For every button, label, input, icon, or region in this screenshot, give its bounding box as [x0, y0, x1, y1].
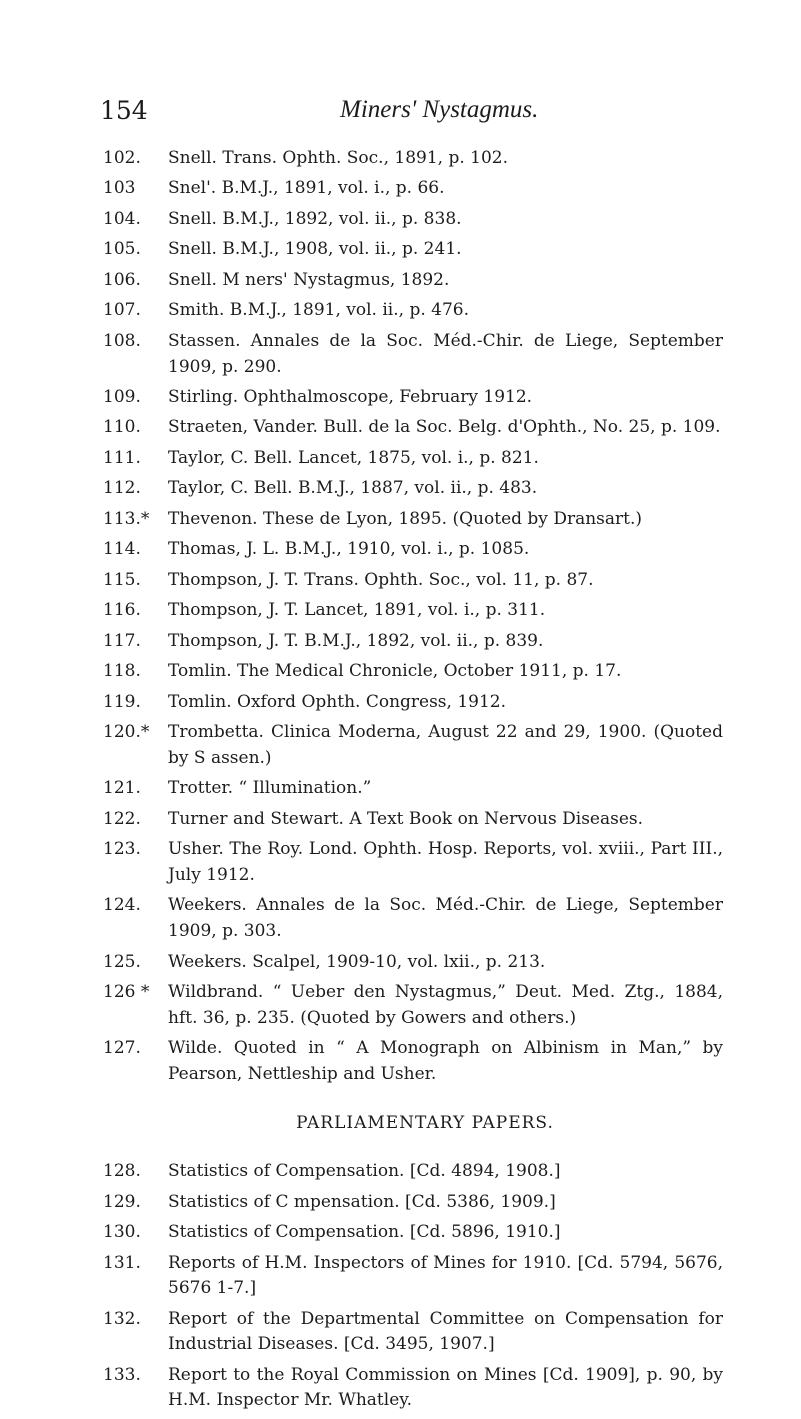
reference-number: 127.: [103, 1038, 141, 1059]
reference-entry: [103, 1220, 723, 1246]
reference-number: 109.: [103, 386, 141, 407]
reference-text: Weekers. Annales de la Soc. Méd.-Chir. de Liege, September 1909, p. 303.: [168, 895, 723, 942]
reference-entry: [103, 1036, 723, 1087]
reference-text: Wilde. Quoted in “ A Monograph on Albinism in Man,” by Pearson, Nettleship and Usher.: [168, 1038, 723, 1084]
reference-entry: [103, 1307, 723, 1358]
reference-number: 103: [103, 178, 136, 199]
reference-text: Weekers. Scalpel, 1909-10, vol. lxii., p. 213.: [168, 951, 546, 972]
reference-text: Wildbrand. “ Ueber den Nystagmus,” Deut. Med. Ztg., 1884, hft. 36, p. 235. (Quoted by Gowers and others.): [168, 982, 723, 1028]
reference-number: 107.: [103, 300, 141, 321]
reference-entry: [103, 893, 723, 944]
reference-entry: [103, 720, 723, 771]
reference-number: 108.: [103, 330, 141, 351]
reference-text: Snel'. B.M.J., 1891, vol. i., p. 66.: [168, 178, 445, 199]
reference-text: Snell. Trans. Ophth. Soc., 1891, p. 102.: [168, 148, 508, 168]
reference-text: Thevenon. These de Lyon, 1895. (Quoted by Dransart.): [168, 508, 643, 529]
reference-text: Tomlin. The Medical Chronicle, October 1911, p. 17.: [168, 661, 622, 682]
reference-entry: [103, 837, 723, 888]
reference-entry: [103, 146, 723, 172]
reference-entry: [103, 690, 723, 716]
reference-text: Thomas, J. L. B.M.J., 1910, vol. i., p. 1085.: [168, 539, 530, 560]
reference-text: Statistics of Compensation. [Cd. 4894, 1908.]: [168, 1161, 561, 1182]
reference-entry: [103, 659, 723, 685]
reference-text: Smith. B.M.J., 1891, vol. ii., p. 476.: [168, 300, 469, 321]
reference-number: 116.: [103, 600, 141, 621]
reference-number: 119.: [103, 691, 141, 712]
reference-number: 120.*: [103, 722, 150, 743]
reference-entry: [103, 268, 723, 294]
reference-number: 124.: [103, 895, 141, 916]
reference-number: 123.: [103, 839, 141, 860]
reference-text: Thompson, J. T. Lancet, 1891, vol. i., p. 311.: [168, 600, 546, 621]
running-title: Miners' Nystagmus.: [340, 96, 539, 123]
reference-text: Tomlin. Oxford Ophth. Congress, 1912.: [168, 691, 507, 712]
reference-entry: [103, 776, 723, 802]
reference-text: Snell. M ners' Nystagmus, 1892.: [168, 269, 450, 290]
reference-text: Reports of H.M. Inspectors of Mines for 1910. [Cd. 5794, 5676, 5676 1-7.]: [168, 1252, 723, 1299]
reference-number: 106.: [103, 269, 141, 290]
reference-text: Thompson, J. T. B.M.J., 1892, vol. ii., p. 839.: [168, 630, 544, 651]
reference-entry: [103, 1363, 723, 1414]
reference-text: Trombetta. Clinica Moderna, August 22 and 29, 1900. (Quoted by S assen.): [168, 722, 723, 768]
reference-number: 125.: [103, 951, 141, 972]
reference-number: 117.: [103, 630, 141, 651]
reference-text: Taylor, C. Bell. B.M.J., 1887, vol. ii., p. 483.: [168, 478, 538, 499]
reference-entry: [103, 385, 723, 411]
reference-number: 122.: [103, 808, 141, 829]
reference-entry: [103, 446, 723, 472]
reference-number: 132.: [103, 1308, 141, 1329]
reference-number: 128.: [103, 1161, 141, 1182]
reference-entry: [103, 507, 723, 533]
reference-number: 126 *: [103, 982, 150, 1002]
reference-number: 129.: [103, 1191, 141, 1212]
reference-list-part1: [103, 146, 723, 1087]
reference-entry: [103, 629, 723, 655]
reference-number: 113.*: [103, 508, 150, 529]
reference-text: Straeten, Vander. Bull. de la Soc. Belg. d'Ophth., No. 25, p. 109.: [168, 417, 721, 438]
reference-list: [103, 146, 723, 1419]
reference-number: 114.: [103, 539, 141, 560]
reference-entry: [103, 568, 723, 594]
reference-text: Snell. B.M.J., 1908, vol. ii., p. 241.: [168, 239, 462, 260]
running-head: [100, 96, 720, 128]
reference-entry: [103, 537, 723, 563]
reference-text: Stassen. Annales de la Soc. Méd.-Chir. de Liege, September 1909, p. 290.: [168, 330, 723, 377]
reference-entry: [103, 980, 723, 1031]
reference-entry: [103, 237, 723, 263]
reference-entry: [103, 298, 723, 324]
section-heading: PARLIAMENTARY PAPERS.: [296, 1113, 554, 1134]
reference-number: 115.: [103, 569, 141, 590]
reference-text: Thompson, J. T. Trans. Ophth. Soc., vol. 11, p. 87.: [168, 569, 594, 590]
reference-number: 110.: [103, 417, 141, 438]
reference-text: Stirling. Ophthalmoscope, February 1912.: [168, 386, 533, 407]
reference-entry: [103, 415, 723, 441]
reference-number: 105.: [103, 239, 141, 260]
reference-text: Taylor, C. Bell. Lancet, 1875, vol. i., p. 821.: [168, 447, 539, 468]
reference-entry: [103, 1159, 723, 1185]
reference-entry: [103, 807, 723, 833]
reference-number: 118.: [103, 661, 141, 682]
reference-text: Usher. The Roy. Lond. Ophth. Hosp. Reports, vol. xviii., Part III., July 1912.: [168, 839, 723, 885]
reference-number: 104.: [103, 208, 141, 229]
reference-number: 121.: [103, 778, 141, 799]
reference-text: Report of the Departmental Committee on Compensation for Industrial Diseases. [Cd. 3495, 1907.]: [168, 1308, 723, 1355]
reference-number: 112.: [103, 478, 141, 499]
reference-entry: [103, 176, 723, 202]
reference-text: Snell. B.M.J., 1892, vol. ii., p. 838.: [168, 208, 462, 229]
reference-entry: [103, 1190, 723, 1216]
reference-text: Turner and Stewart. A Text Book on Nervous Diseases.: [168, 808, 644, 829]
reference-entry: [103, 207, 723, 233]
page-number: 154: [100, 96, 148, 125]
reference-number: 130.: [103, 1222, 141, 1243]
reference-list-part2: [103, 1159, 723, 1414]
reference-entry: [103, 598, 723, 624]
reference-number: 102.: [103, 148, 141, 168]
reference-entry: [103, 329, 723, 380]
reference-number: 133.: [103, 1364, 141, 1385]
reference-text: Statistics of Compensation. [Cd. 5896, 1910.]: [168, 1222, 561, 1243]
reference-entry: [103, 476, 723, 502]
reference-text: Statistics of C mpensation. [Cd. 5386, 1909.]: [168, 1191, 556, 1212]
reference-number: 111.: [103, 447, 141, 468]
reference-text: Trotter. “ Illumination.”: [168, 778, 372, 799]
reference-number: 131.: [103, 1252, 141, 1273]
reference-entry: [103, 1251, 723, 1302]
reference-text: Report to the Royal Commission on Mines [Cd. 1909], p. 90, by H.M. Inspector Mr. Whatley.: [168, 1364, 723, 1411]
reference-entry: [103, 950, 723, 976]
